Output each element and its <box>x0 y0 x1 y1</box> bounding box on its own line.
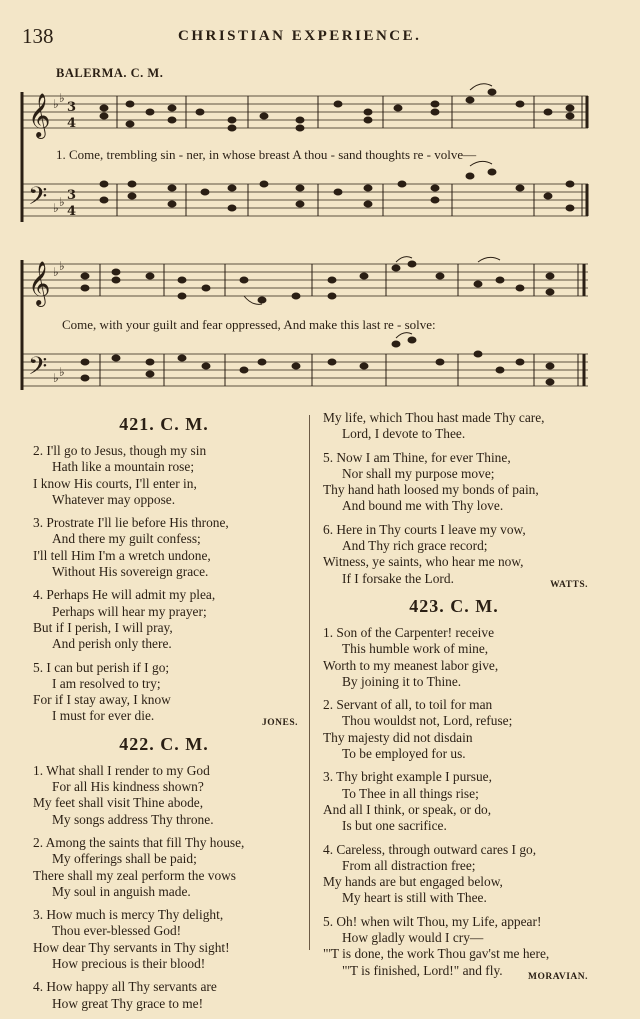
verse-line: And all I think, or speak, or do, <box>323 801 492 817</box>
verse-line: Worth to my meanest labor give, <box>323 657 499 673</box>
verse-line: Lord, I devote to Thee. <box>342 426 466 442</box>
stanza <box>320 410 588 443</box>
verse-line: How gladly would I cry— <box>342 930 484 946</box>
verse-line: 5. Now I am Thine, for ever Thine, <box>323 449 511 465</box>
svg-text:3: 3 <box>67 188 77 203</box>
stanza <box>320 842 588 907</box>
verse-line: My songs address Thy throne. <box>52 811 214 827</box>
stanza <box>30 763 298 828</box>
verse-line: 2. I'll go to Jesus, though my sin <box>33 443 207 458</box>
verse-line: I'll tell Him I'm a wretch undone, <box>33 547 211 563</box>
music-score <box>0 0 640 400</box>
verse-line: "'T is finished, Lord!" and fly. <box>342 962 503 978</box>
treble-staff-1 <box>22 96 588 128</box>
stanza <box>30 660 298 725</box>
stanza <box>30 443 298 508</box>
verse-line: Without His sovereign grace. <box>52 564 209 580</box>
svg-text:♭: ♭ <box>53 201 59 215</box>
column-rule <box>309 415 310 950</box>
treble-clef-icon: 𝄞 <box>28 261 51 305</box>
verse-line: My hands are but engaged below, <box>323 874 503 890</box>
verse-line: And Thy rich grace record; <box>342 538 488 554</box>
verse-line: My offerings shall be paid; <box>52 851 197 867</box>
verse-line: My heart is still with Thee. <box>342 890 487 906</box>
left-column <box>30 410 298 1019</box>
verse-line: How precious is their blood! <box>52 956 206 972</box>
stanza <box>320 697 588 762</box>
verse-line: I am resolved to try; <box>52 675 161 691</box>
verse-line: 3. Prostrate I'll lie before His throne, <box>33 515 229 531</box>
svg-text:4: 4 <box>67 204 77 219</box>
hymn-author: WATTS. <box>550 579 588 590</box>
lyric-line-1: 1. Come, trembling sin - ner, in whose breast A thou - sand thoughts re - volve— <box>56 147 477 162</box>
stanza <box>30 907 298 972</box>
treble-clef-icon: 𝄞 <box>28 93 51 137</box>
svg-text:♭: ♭ <box>53 371 59 385</box>
hymn-author: MORAVIAN. <box>527 971 588 982</box>
verse-line: Perhaps will hear my prayer; <box>52 603 207 619</box>
verse-line: "'T is done, the work Thou gav'st me here, <box>323 946 550 962</box>
verse-line: There shall my zeal perform the vows <box>33 867 237 883</box>
svg-text:♭: ♭ <box>59 259 65 273</box>
svg-text:♭: ♭ <box>59 91 65 105</box>
verse-line: 4. Careless, through outward cares I go, <box>323 841 537 857</box>
svg-text:♭: ♭ <box>53 265 59 279</box>
stanza <box>320 625 588 690</box>
bass-clef-icon: 𝄢 <box>28 352 48 387</box>
verse-line: And perish only there. <box>52 636 172 652</box>
verse-line: For if I stay away, I know <box>33 692 171 708</box>
hymn-heading: 423. C. M. <box>409 595 499 616</box>
verse-line: To be employed for us. <box>342 746 466 762</box>
stanza <box>30 979 298 1012</box>
tune-name: BALERMA. C. M. <box>56 66 164 80</box>
verse-line: Thy majesty did not disdain <box>323 729 473 745</box>
page-number: 138 <box>22 24 54 48</box>
verse-line: Is but one sacrifice. <box>342 818 447 834</box>
verse-line: Thou wouldst not, Lord, refuse; <box>342 713 513 729</box>
verse-line: But if I perish, I will pray, <box>33 619 173 635</box>
stanza <box>30 835 298 900</box>
hymn-heading: 421. C. M. <box>119 414 209 434</box>
svg-text:♭: ♭ <box>59 365 65 379</box>
verse-line: 1. Son of the Carpenter! receive <box>323 624 495 640</box>
right-column <box>320 410 588 988</box>
verse-line: 3. Thy bright example I pursue, <box>323 769 492 785</box>
verse-line: 2. Among the saints that fill Thy house, <box>33 834 245 850</box>
verse-line: 6. Here in Thy courts I leave my vow, <box>323 521 526 537</box>
hymn-author: JONES. <box>262 717 298 728</box>
verse-line: 4. Perhaps He will admit my plea, <box>33 587 216 603</box>
verse-line: My soul in anguish made. <box>52 883 191 899</box>
stanza <box>30 515 298 580</box>
verse-line: My life, which Thou hast made Thy care, <box>323 410 545 425</box>
verse-line: I know His courts, I'll enter in, <box>33 475 197 491</box>
verse-line: Thy hand hath loosed my bonds of pain, <box>323 482 539 498</box>
verse-line: How dear Thy servants in Thy sight! <box>33 939 230 955</box>
verse-line: 5. Oh! when wilt Thou, my Life, appear! <box>323 913 542 929</box>
verse-line: By joining it to Thine. <box>342 673 462 689</box>
verse-line: I must for ever die. <box>52 708 155 724</box>
verse-line: 5. I can but perish if I go; <box>33 659 170 675</box>
svg-text:3: 3 <box>67 100 77 115</box>
verse-line: Whatever may oppose. <box>52 491 176 507</box>
verse-line: 4. How happy all Thy servants are <box>33 979 217 995</box>
clefs-and-signatures-2 <box>28 259 65 387</box>
running-head: CHRISTIAN EXPERIENCE. <box>178 28 422 44</box>
stanza <box>30 587 298 652</box>
bass-clef-icon: 𝄢 <box>28 182 48 217</box>
verse-line: 2. Servant of all, to toil for man <box>323 697 493 713</box>
verse-line: If I forsake the Lord. <box>342 570 454 586</box>
stanza <box>320 769 588 834</box>
svg-text:♭: ♭ <box>53 97 59 111</box>
verse-line: And there my guilt confess; <box>52 531 201 547</box>
verse-line: How great Thy grace to me! <box>52 995 204 1011</box>
verse-line: Hath like a mountain rose; <box>52 459 195 475</box>
verse-line: From all distraction free; <box>342 857 476 873</box>
stanza <box>320 522 588 587</box>
hymn-heading: 422. C. M. <box>119 733 209 754</box>
verse-line: This humble work of mine, <box>342 641 489 657</box>
verse-line: Witness, ye saints, who hear me now, <box>323 554 524 570</box>
verse-line: Nor shall my purpose move; <box>342 465 495 481</box>
verse-line: For all His kindness shown? <box>52 779 204 795</box>
verse-line: And bound me with Thy love. <box>342 498 504 514</box>
verse-line: To Thee in all things rise; <box>342 785 479 801</box>
verse-line: 1. What shall I render to my God <box>33 762 210 778</box>
verse-line: My feet shall visit Thine abode, <box>33 795 204 811</box>
svg-text:4: 4 <box>67 116 77 131</box>
verse-line: Thou ever-blessed God! <box>52 923 182 939</box>
stanza <box>320 450 588 515</box>
svg-text:♭: ♭ <box>59 195 65 209</box>
lyric-line-2: Come, with your guilt and fear oppressed, And make this last re - solve: <box>62 317 436 332</box>
stanza <box>320 914 588 979</box>
verse-line: 3. How much is mercy Thy delight, <box>33 907 224 923</box>
